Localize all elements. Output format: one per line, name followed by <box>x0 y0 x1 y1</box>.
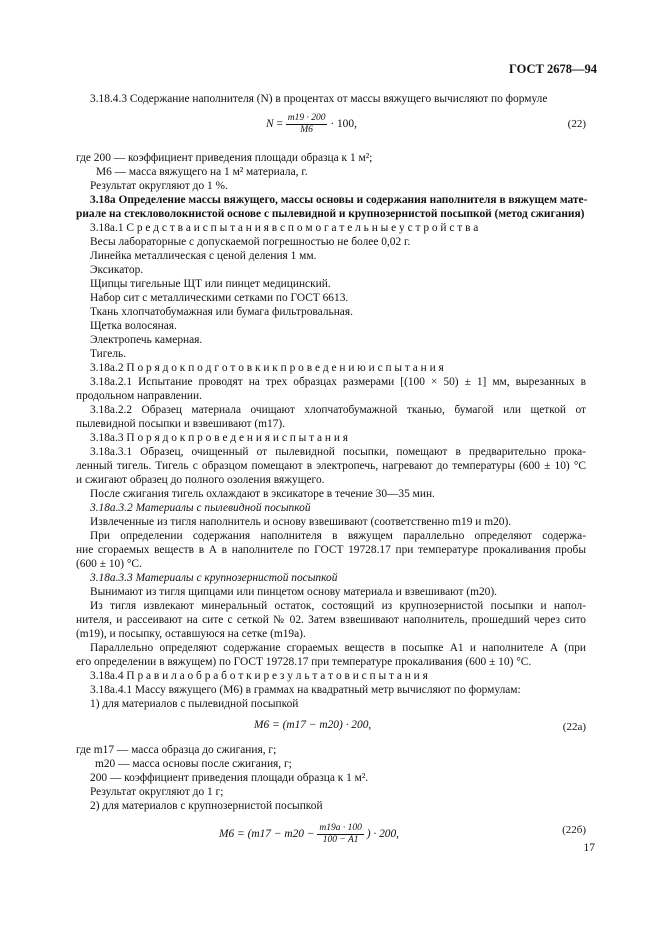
subsection-title-italic: 3.18а.3.2 Материалы с пылевидной посыпкой <box>90 502 311 514</box>
paragraph-line: (600 ± 10) °С. <box>76 558 142 570</box>
equipment-item: Электропечь камерная. <box>90 334 203 346</box>
where-line: M6 — масса вяжущего на 1 м² материала, г. <box>96 166 308 178</box>
paragraph-line: 3.18а.3.1 Образец, очищенный от пылевидной посыпки, помещают в предварительно прока- <box>90 446 586 458</box>
subsection-title-italic: 3.18а.3.3 Материалы с крупнозернистой посыпкой <box>90 572 338 584</box>
paragraph-line: Вынимают из тигля щипцами или пинцетом основу материала и взвешивают (m20). <box>90 586 498 598</box>
paragraph-line: 3.18а.2.2 Образец материала очищают хлопчатобумажной тканью, бумагой или щеткой от <box>90 404 586 416</box>
paragraph-line: Параллельно определяют содержание сгораемых веществ в посыпке А1 и наполнителе А (при <box>90 642 586 654</box>
paragraph-3-18-4-3: 3.18.4.3 Содержание наполнителя (N) в процентах от массы вяжущего вычисляют по формуле <box>90 93 548 105</box>
where-line: где 200 — коэффициент приведения площади образца к 1 м²; <box>76 152 373 164</box>
fraction-denominator: 100 − A1 <box>322 835 359 845</box>
page-header: ГОСТ 2678—94 <box>508 62 597 76</box>
result-note: Результат округляют до 1 г; <box>90 786 224 798</box>
paragraph-line: его определении в вяжущем) по ГОСТ 19728.17 при температуре прокаливания (600 ± 10) °С. <box>76 656 532 668</box>
subsection-title: 3.18а.1 С р е д с т в а и с п ы т а н и я в с п о м о г а т е л ь н ы е у с т р о й с т в а <box>90 222 479 234</box>
where-line: 200 — коэффициент приведения площади образца к 1 м². <box>90 772 369 784</box>
fraction-numerator: m19а · 100 <box>319 823 362 833</box>
where-line: m20 — масса основы после сжигания, г; <box>95 758 292 770</box>
paragraph-line: пылевидной посыпки и взвешивают (m17). <box>76 418 286 430</box>
paragraph-line: (m19), и посыпку, оставшуюся на сетке (m19а). <box>76 628 306 640</box>
fraction-denominator: M6 <box>300 125 313 135</box>
equipment-item: Весы лабораторные с допускаемой погрешностью не более 0,02 г. <box>90 236 411 248</box>
formula-22: N = $\frac{m19 \cdot 200}{M6}$ · 100, <box>266 113 357 135</box>
formula-rest: ) · 200, <box>366 828 400 841</box>
section-heading-3-18a: 3.18а Определение массы вяжущего, массы основы и содержания наполнителя в вяжущем мате- <box>90 194 588 206</box>
subsection-title: 3.18а.3 П о р я д о к п р о в е д е н и я и с п ы т а н и я <box>90 432 349 444</box>
paragraph-line: ние сгораемых веществ в А в наполнителе по ГОСТ 19728.17 при температуре прокаливания пробы <box>76 544 586 556</box>
formula-number: (22б) <box>562 824 586 836</box>
paragraph-line: При определении содержания наполнителя в вяжущем параллельно определяют содержа- <box>90 530 586 542</box>
page-number: 17 <box>583 842 595 854</box>
equipment-item: Эксикатор. <box>90 264 144 276</box>
fraction-numerator: m19 · 200 <box>287 113 326 123</box>
paragraph-line: нителя, и рассеивают на сите с сеткой № 02. Затем взвешивают наполнитель, прошедший через сито <box>76 614 586 626</box>
where-line: где m17 — масса образца до сжигания, г; <box>76 744 277 756</box>
list-item: 1) для материалов с пылевидной посыпкой <box>90 698 299 710</box>
formula-22a: M6 = (m17 − m20) · 200, <box>254 719 372 731</box>
paragraph-line: После сжигания тигель охлаждают в эксикаторе в течение 30—35 мин. <box>90 488 435 500</box>
fraction <box>317 823 364 846</box>
equipment-item: Набор сит с металлическими сетками по ГОСТ 6613. <box>90 292 349 304</box>
equipment-item: Щетка волосяная. <box>90 320 177 332</box>
equipment-item: Щипцы тигельные ЩТ или пинцет медицинский. <box>90 278 331 290</box>
paragraph-line: и сжигают образец до полного озоления вяжущего. <box>76 474 325 486</box>
paragraph-line: продольном направлении. <box>76 390 202 402</box>
subsection-title: 3.18а.4 П р а в и л а о б р а б о т к и р е з у л ь т а т о в и с п ы т а н и я <box>90 670 428 682</box>
equipment-item: Ткань хлопчатобумажная или бумага фильтровальная. <box>90 306 353 318</box>
fraction <box>286 113 328 136</box>
list-item: 2) для материалов с крупнозернистой посыпкой <box>90 800 323 812</box>
paragraph-line: Из тигля извлекают минеральный остаток, состоящий из крупнозернистой посыпки и напол- <box>90 600 586 612</box>
equipment-item: Линейка металлическая с ценой деления 1 мм. <box>90 250 317 262</box>
result-note: Результат округляют до 1 %. <box>90 180 228 192</box>
paragraph-line: 3.18а.2.1 Испытание проводят на трех образцах размерами [(100 × 50) ± 1] мм, вырезанных в <box>90 376 586 388</box>
paragraph-line: Извлеченные из тигля наполнитель и основу взвешивают (соответственно m19 и m20). <box>90 516 512 528</box>
formula-number: (22) <box>567 118 586 130</box>
equipment-item: Тигель. <box>90 348 127 360</box>
formula-number: (22а) <box>562 721 586 733</box>
section-heading-3-18a-cont: риале на стекловолокнистой основе с пылевидной и крупнозернистой посыпкой (метод сжигания) <box>76 208 585 220</box>
paragraph-line: 3.18а.4.1 Массу вяжущего (M6) в граммах на квадратный метр вычисляют по формулам: <box>90 684 521 696</box>
paragraph-line: ленный тигель. Тигель с образцом помещают в электропечь, нагревают до температуры (600 ± 10) °С <box>76 460 586 472</box>
formula-22b <box>219 823 399 846</box>
formula-rest: · 100, <box>330 118 357 131</box>
subsection-title: 3.18а.2 П о р я д о к п о д г о т о в к и к п р о в е д е н и ю и с п ы т а н и я <box>90 362 444 374</box>
formula-lhs: N <box>266 118 274 131</box>
formula-lhs: M6 = (m17 − m20 − <box>219 828 315 841</box>
